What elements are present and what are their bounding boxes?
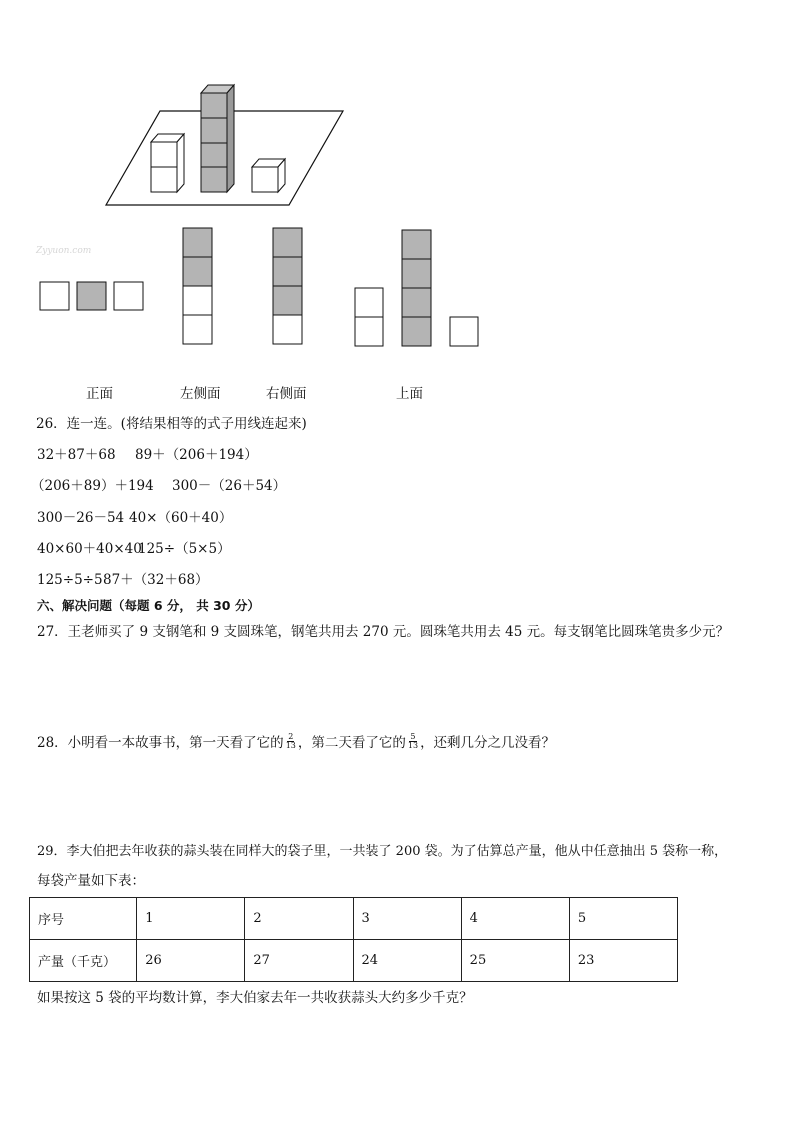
watermark: Zyyuon.com: [36, 246, 92, 256]
q27-text: 27．王老师买了 9 支钢笔和 9 支圆珠笔，钢笔共用去 270 元。圆珠笔共用去 45 元。每支钢笔比圆珠笔贵多少元？: [37, 624, 730, 640]
q26-row5-left: 125÷5÷5: [37, 572, 103, 588]
yield-table: [29, 897, 678, 982]
q29-question: 如果按这 5 袋的平均数计算，李大伯家去年一共收获蒜头大约多少千克？: [37, 990, 473, 1006]
table-cell: 产量（千克）: [30, 940, 137, 982]
table-cell: 23: [569, 940, 677, 982]
table-cell: 4: [461, 898, 569, 940]
table-cell: 3: [353, 898, 461, 940]
q26-row3-left: 300－26－54: [37, 510, 125, 526]
table-cell: 5: [569, 898, 677, 940]
q26-row4-left: 40×60＋40×40: [37, 541, 142, 557]
q29-line2: 每袋产量如下表：: [37, 873, 145, 889]
q29-line1: 29．李大伯把去年收获的蒜头装在同样大的袋子里，一共装了 200 袋。为了估算总产量，他从中任意抽出 5 袋称一称，: [37, 844, 728, 859]
view-3: [273, 228, 302, 344]
cube-stack-middle: [201, 85, 234, 192]
table-cell: 1: [137, 898, 245, 940]
q26-row2-left: （206＋89）＋194: [31, 478, 154, 494]
table-cell: 26: [137, 940, 245, 982]
q28-part2: ，第二天看了它的: [297, 735, 406, 751]
q26-row2-right: 300－（26＋54）: [172, 478, 287, 494]
q28-text: [37, 734, 555, 752]
q26-row1-left: 32＋87＋68: [37, 447, 116, 463]
table-cell: 25: [461, 940, 569, 982]
label-left-side: 左侧面: [180, 386, 221, 402]
label-right-side: 右侧面: [266, 386, 307, 402]
cube-figure: [0, 0, 794, 360]
q28-part3: ，还剩几分之几没看？: [420, 735, 556, 751]
q26-row5-right: 87＋（32＋68）: [103, 572, 209, 588]
table-row: [30, 940, 678, 982]
cube-stack-left: [151, 134, 184, 192]
fraction-5-13: $\frac{5}{13}$: [407, 732, 419, 750]
view-2: [183, 228, 212, 344]
fraction-2-13: $\frac{2}{13}$: [285, 732, 296, 750]
q26-row3-right: 40×（60＋40）: [129, 510, 233, 526]
table-cell: 24: [353, 940, 461, 982]
section-6-title: 六、解决问题（每题 6 分， 共 30 分）: [37, 598, 260, 613]
label-top: 上面: [396, 386, 423, 402]
q26-title: 26．连一连。(将结果相等的式子用线连起来): [36, 416, 307, 432]
view-4: [355, 230, 478, 346]
view-1: [40, 282, 143, 310]
table-row: [30, 898, 678, 940]
table-cell: 27: [245, 940, 353, 982]
label-front: 正面: [86, 386, 113, 402]
q26-row4-right: 125÷（5×5）: [138, 541, 231, 557]
q28-part1: 28．小明看一本故事书，第一天看了它的: [37, 735, 284, 751]
table-cell: 序号: [30, 898, 137, 940]
cube-single-right: [252, 159, 285, 192]
table-cell: 2: [245, 898, 353, 940]
q26-row1-right: 89＋（206＋194）: [135, 447, 258, 463]
